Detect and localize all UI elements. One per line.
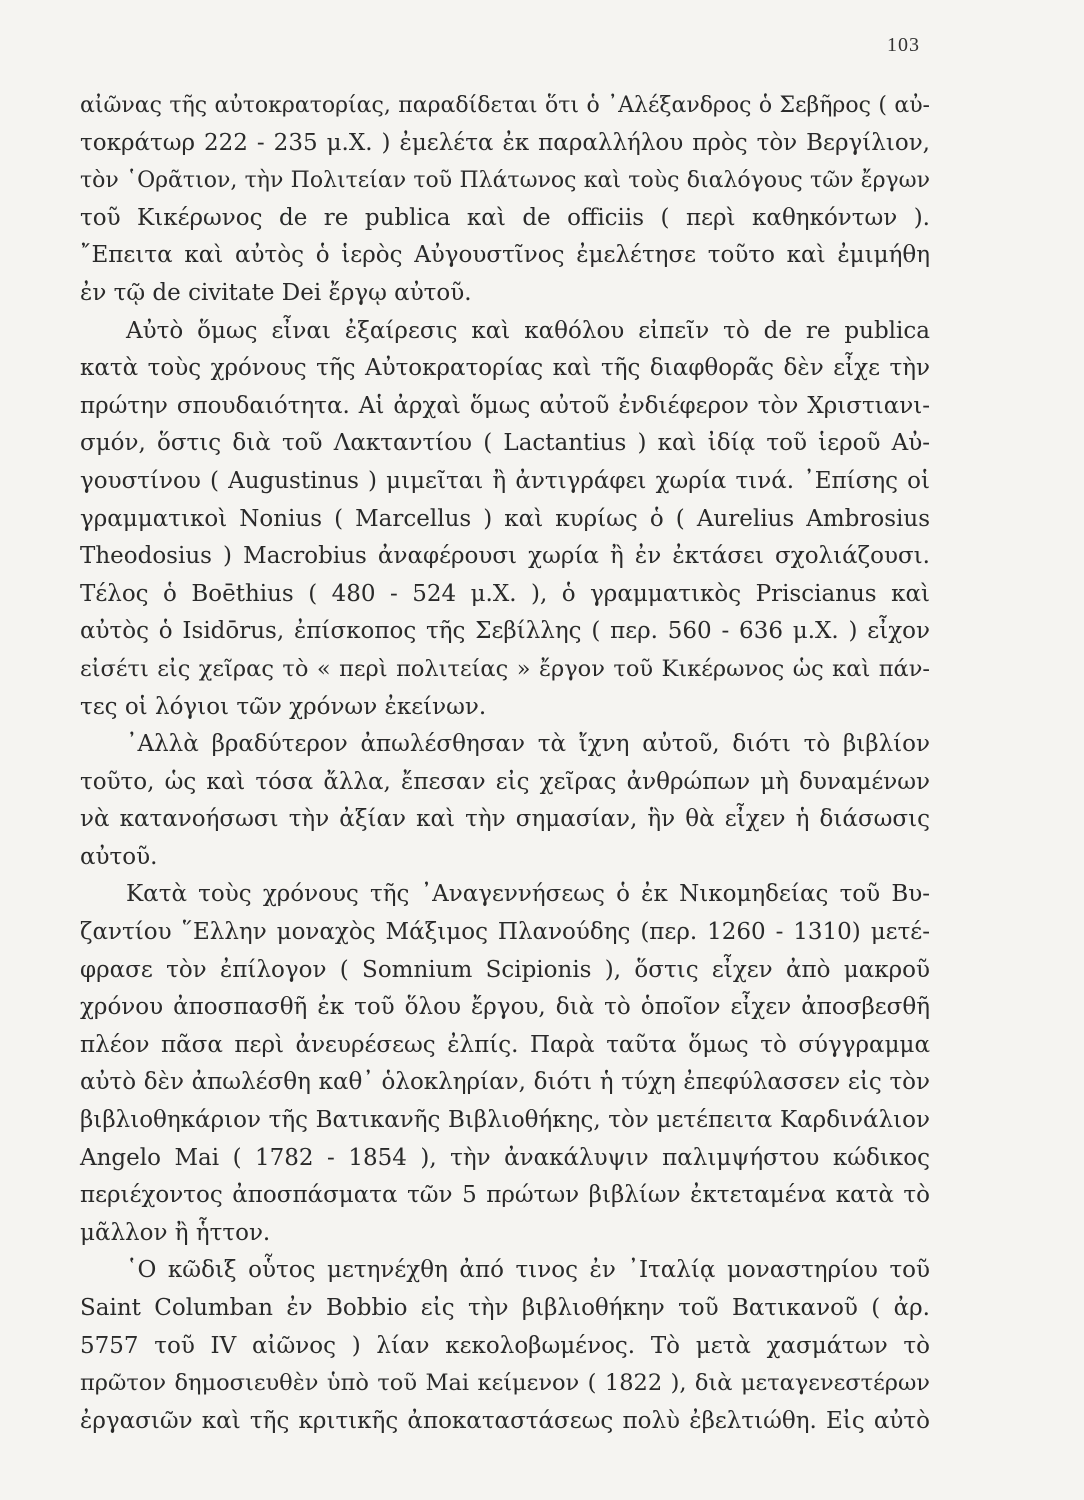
text-line: πλέον πᾶσα περὶ ἀνευρέσεως ἐλπίς. Παρὰ ταῦτα ὅμως τὸ σύγγραμμα — [80, 1031, 930, 1058]
text-line: χρόνου ἀποσπασθῆ ἐκ τοῦ ὅλου ἔργου, διὰ τὸ ὁποῖον εἶχεν ἀποσβεσθῆ — [80, 994, 930, 1021]
text-line: βιβλιοθηκάριον τῆς Βατικανῆς Βιβλιοθήκης, τὸν μετέπειτα Καρδινάλιον — [80, 1107, 930, 1134]
paragraph-start-line: Αὐτὸ ὅμως εἶναι ἐξαίρεσις καὶ καθόλου εἰπεῖν τὸ de re publica — [126, 317, 930, 344]
text-line: περιέχοντος ἀποσπάσματα τῶν 5 πρώτων βιβλίων ἐκτεταμένα κατὰ τὸ — [80, 1182, 930, 1209]
text-line: νὰ κατανοήσωσι τὴν ἀξίαν καὶ τὴν σημασίαν, ἣν θὰ εἶχεν ἡ διάσωσις — [80, 806, 930, 833]
text-line: τὸν ῾Ορᾶτιον, τὴν Πολιτείαν τοῦ Πλάτωνος καὶ τοὺς διαλόγους τῶν ἔργων — [80, 168, 930, 194]
text-line: αὐτὸ δὲν ἀπωλέσθη καθ᾿ ὁλοκληρίαν, διότι ἡ τύχη ἐπεφύλασσεν εἰς τὸν — [80, 1069, 930, 1096]
body-text — [80, 87, 930, 1440]
text-line: αἰῶνας τῆς αὐτοκρατορίας, παραδίδεται ὅτι ὁ ᾿Αλέξανδρος ὁ Σεβῆρος ( αὐ- — [80, 93, 930, 118]
text-line: πρώτην σπουδαιότητα. Αἱ ἀρχαὶ ὅμως αὐτοῦ ἐνδιέφερον τὸν Χριστιανι- — [80, 392, 930, 419]
page-number: 103 — [887, 34, 920, 56]
text-line: ζαντίου ῞Ελλην μοναχὸς Μάξιμος Πλανούδης (περ. 1260 - 1310) μετέ- — [80, 919, 930, 946]
paragraph-start-line: Κατὰ τοὺς χρόνους τῆς ᾿Αναγεννήσεως ὁ ἐκ Νικομηδείας τοῦ Βυ- — [126, 881, 930, 908]
text-line: τοῦτο, ὡς καὶ τόσα ἄλλα, ἔπεσαν εἰς χεῖρας ἀνθρώπων μὴ δυναμένων — [80, 768, 930, 795]
text-line: Theodosius ) Macrobius ἀναφέρουσι χωρία ἢ ἐν ἐκτάσει σχολιάζουσι. — [80, 543, 930, 570]
text-line: εἰσέτι εἰς χεῖρας τὸ « περὶ πολιτείας » ἔργον τοῦ Κικέρωνος ὡς καὶ πάν- — [80, 655, 930, 682]
text-line: ἐργασιῶν καὶ τῆς κριτικῆς ἀποκαταστάσεως πολὺ ἐβελτιώθη. Εἰς αὐτὸ — [80, 1407, 930, 1434]
text-line: ἐν τῷ de civitate Dei ἔργῳ αὐτοῦ. — [80, 279, 472, 306]
text-line: Τέλος ὁ Boēthius ( 480 - 524 μ.Χ. ), ὁ γραμματικὸς Priscianus καὶ — [80, 580, 930, 607]
text-line: ῎Επειτα καὶ αὐτὸς ὁ ἱερὸς Αὐγουστῖνος ἐμελέτησε τοῦτο καὶ ἐμιμήθη — [80, 242, 930, 269]
text-line: σμόν, ὅστις διὰ τοῦ Λακταντίου ( Lactantius ) καὶ ἰδίᾳ τοῦ ἱεροῦ Αὐ- — [80, 430, 930, 457]
text-line: πρῶτον δημοσιευθὲν ὑπὸ τοῦ Mai κείμενον ( 1822 ), διὰ μεταγενεστέρων — [80, 1370, 930, 1397]
text-line: τοκράτωρ 222 - 235 μ.Χ. ) ἐμελέτα ἐκ παραλλήλου πρὸς τὸν Βεργίλιον, — [80, 129, 930, 156]
text-line: φρασε τὸν ἐπίλογον ( Somnium Scipionis ), ὅστις εἶχεν ἀπὸ μακροῦ — [80, 956, 930, 983]
text-line: γραμματικοὶ Nonius ( Marcellus ) καὶ κυρίως ὁ ( Aurelius Ambrosius — [80, 505, 930, 532]
text-line: κατὰ τοὺς χρόνους τῆς Αὐτοκρατορίας καὶ τῆς διαφθορᾶς δὲν εἶχε τὴν — [80, 355, 930, 382]
paragraph-start-line: ῾Ο κῶδιξ οὗτος μετηνέχθη ἀπό τινος ἐν ᾿Ιταλίᾳ μοναστηρίου τοῦ — [126, 1257, 930, 1284]
paragraph-start-line: ᾿Αλλὰ βραδύτερον ἀπωλέσθησαν τὰ ἴχνη αὐτοῦ, διότι τὸ βιβλίον — [126, 731, 930, 758]
text-line: 5757 τοῦ IV αἰῶνος ) λίαν κεκολοβωμένος. Τὸ μετὰ χασμάτων τὸ — [80, 1332, 930, 1359]
text-line: αὐτοῦ. — [80, 843, 158, 870]
text-line: τες οἱ λόγιοι τῶν χρόνων ἐκείνων. — [80, 693, 487, 720]
text-line: αὐτὸς ὁ Isidōrus, ἐπίσκοπος τῆς Σεβίλλης ( περ. 560 - 636 μ.Χ. ) εἶχον — [80, 618, 930, 645]
text-line: γουστίνου ( Augustinus ) μιμεῖται ἢ ἀντιγράφει χωρία τινά. ᾿Επίσης οἱ — [80, 467, 930, 494]
text-line: μᾶλλον ἢ ἧττον. — [80, 1219, 271, 1246]
text-line: τοῦ Κικέρωνος de re publica καὶ de officiis ( περὶ καθηκόντων ). — [80, 204, 930, 231]
text-line: Angelo Mai ( 1782 - 1854 ), τὴν ἀνακάλυψιν παλιμψήστου κώδικος — [80, 1144, 930, 1171]
text-line: Saint Columban ἐν Bobbio εἰς τὴν βιβλιοθήκην τοῦ Βατικανοῦ ( ἀρ. — [80, 1295, 930, 1321]
